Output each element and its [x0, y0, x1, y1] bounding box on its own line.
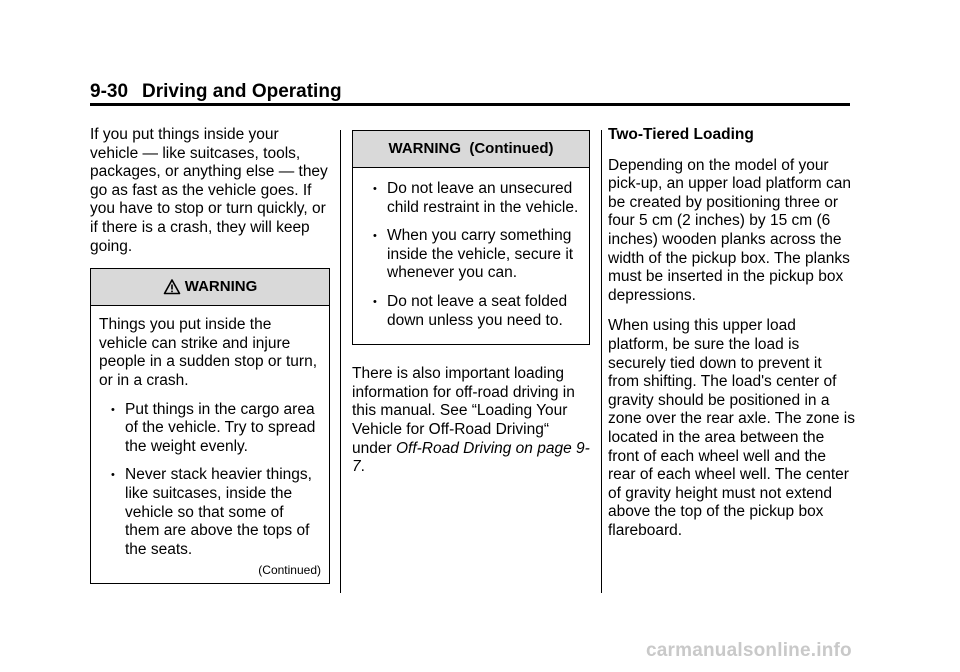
list-item: • Never stack heavier things, like suitcases, inside the vehicle so that some of them are above the tops of the seats.	[111, 466, 321, 559]
warning-continued-header	[353, 131, 589, 168]
column-2	[352, 130, 590, 489]
column-3	[608, 126, 856, 552]
offroad-text-end: .	[360, 458, 365, 476]
list-item: • Do not leave an unsecured child restraint in the vehicle.	[373, 180, 581, 217]
warning-text: Things you put inside the vehicle can strike and injure people in a sudden stop or turn, or in a crash.	[99, 316, 318, 389]
warning-continued-title: WARNING (Continued)	[388, 139, 554, 157]
warning-box	[90, 268, 330, 584]
warning-bullets	[99, 401, 321, 560]
offroad-reference-link[interactable]: Off-Road Driving on page 9-7	[352, 439, 590, 476]
paragraph-platform: Depending on the model of your pick-up, an upper load platform can be created by positioning three or four 5 cm (2 inches) by 15 cm (6 inches) wooden planks across the width of the pickup box. The planks must be inserted in the pickup box depressions.	[608, 156, 851, 304]
warning-continued-box	[352, 130, 590, 345]
offroad-text: There is also important loading information for off-road driving in this manual. See “Loading Your Vehicle for Off-Road Driving“ under	[352, 365, 575, 457]
column-divider-2	[601, 130, 602, 593]
list-item: • When you carry something inside the vehicle, secure it whenever you can.	[373, 227, 581, 283]
column-divider-1	[340, 130, 341, 593]
column-1	[90, 126, 330, 596]
page-header	[90, 80, 342, 104]
continued-label: (Continued)	[258, 563, 321, 578]
section-heading: Two-Tiered Loading	[608, 126, 754, 143]
paragraph-load: When using this upper load platform, be sure the load is securely tied down to prevent it from shifting. The load's center of gravity should be positioned in a zone over the rear axle. The zone is located in the area between the front of each wheel well and the rear of each wheel well. The center of gravity height must not extend above the top of the pickup box flareboard.	[608, 317, 855, 539]
warning-continued-bullets	[361, 180, 581, 330]
list-item: • Do not leave a seat folded down unless you need to.	[373, 293, 581, 330]
chapter-title: Driving and Operating	[142, 81, 342, 102]
list-item: • Put things in the cargo area of the vehicle. Try to spread the weight evenly.	[111, 401, 321, 457]
page-number: 9-30	[90, 81, 129, 102]
header-rule	[90, 103, 850, 106]
warning-continued-body	[353, 168, 589, 344]
watermark: carmanualsonline.info	[646, 640, 852, 661]
warning-header	[91, 269, 329, 306]
offroad-paragraph	[352, 365, 590, 477]
warning-title: WARNING	[184, 277, 258, 295]
warning-body	[91, 306, 329, 583]
intro-paragraph: If you put things inside your vehicle — like suitcases, tools, packages, or anything else — they go as fast as the vehicle goes. If you have to stop or turn quickly, or if there is a crash, they will keep going.	[90, 126, 328, 255]
warning-triangle-icon	[163, 278, 181, 296]
